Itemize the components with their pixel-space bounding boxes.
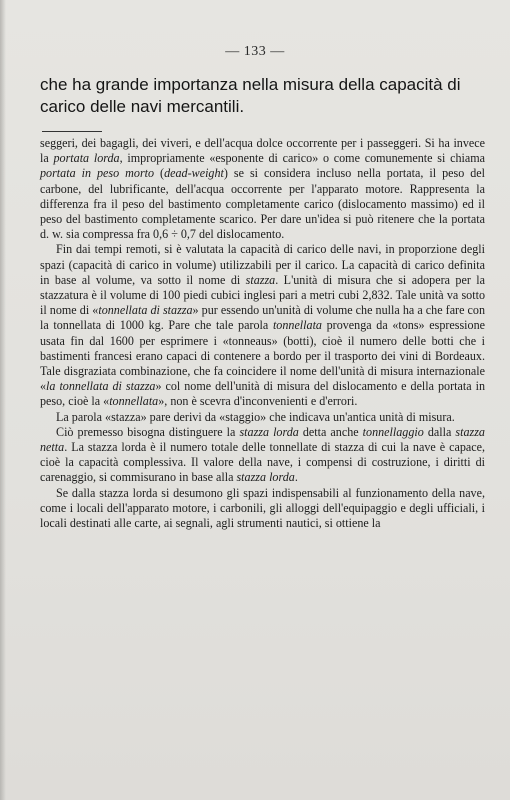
text-run: » col nome dell'unità di misura del dislocamento e della portata in peso, cioè la «: [40, 379, 485, 409]
text-run: Se dalla stazza lorda si desumono gli spazi indispensabili al funzionamento della nave, come i locali dell'apparato motore, i carbonili, gli alloggi dell'equipaggio e degli ufficiali, i locali destinati alle carte, ai segnali, agli strumenti nautici, si ottiene la: [40, 485, 485, 531]
italic-text: tonnellata: [109, 394, 159, 409]
text-run: seggeri, dei bagagli, dei viveri, e dell'acqua dolce occorrente per i passeggeri. Si ha invece la: [40, 136, 485, 166]
body-text: [40, 136, 485, 531]
text-run: La parola «stazza» pare derivi da «staggio» che indicava un'antica unità di misura.: [56, 409, 455, 424]
text-run: », non è scevra d'inconvenienti e d'errori.: [158, 394, 358, 409]
italic-text: stazza: [245, 272, 276, 287]
text-run: Ciò premesso bisogna distinguere la: [56, 424, 240, 439]
text-run: , impropriamente «esponente di carico» o come comunemente si chiama: [119, 151, 485, 166]
text-run: » pur essendo un'unità di volume che nulla ha a che fare con la tonnellata di 1000 kg. Pare che tale parola: [40, 303, 486, 333]
italic-text: stazza lorda: [239, 424, 299, 439]
italic-text: la tonnellata di stazza: [46, 379, 156, 394]
text-run: .: [294, 470, 298, 485]
italic-text: tonnellaggio: [362, 424, 424, 439]
italic-text: tonnellata di stazza: [98, 303, 193, 318]
paragraph: [40, 486, 485, 532]
italic-text: tonnellata: [272, 318, 322, 333]
paragraph: [40, 425, 485, 486]
text-run: . La stazza lorda è il numero totale delle tonnellate di stazza di cui la nave è capace, cioè la capacità complessiva. Il valore della nave, i compensi di costruzione, i diritti di carenaggio, si commisurano in base alla: [40, 440, 485, 485]
text-run: . L'unità di misura che si adopera per la stazzatura è il volume di 100 piedi cubici inglesi pari a metri cubi 2,832. Tale unità va sotto il nome di «: [40, 272, 485, 318]
italic-text: dead-weight: [164, 166, 224, 181]
italic-text: portata in peso morto: [40, 166, 155, 181]
page-binding-shadow: [0, 0, 6, 800]
italic-text: stazza lorda: [236, 470, 295, 485]
text-run: Fin dai tempi remoti, si è valutata la capacità di carico delle navi, in proporzione degli spazi (capacità di carico in volume) utilizzabili per il carico. La capacità di carico definita in base al volume, va sotto il nome di: [40, 242, 485, 287]
section-heading: che ha grande importanza nella misura della capacità di carico delle navi mercantili.: [40, 75, 461, 116]
italic-text: portata lorda: [53, 151, 120, 166]
page-number: — 133 —: [225, 44, 285, 59]
text-run: ) se si considera incluso nella portata, il peso del carbone, del lubrificante, dell'acqua occorrente per l'apparato motore. Rappresenta la differenza fra il peso del bastimento completamente carico (dislocamento massimo) ed il peso del bastimento completamente scarico. Per dare un'idea si può ritenere che la portata d. w. sia compressa fra 0,6 ÷ 0,7 del dislocamento.: [40, 166, 486, 242]
text-run: dalla: [423, 424, 456, 439]
italic-text: stazza netta: [40, 424, 485, 455]
text-run: (: [154, 166, 165, 181]
paragraph: [40, 136, 485, 242]
paragraph: [40, 242, 485, 409]
separator-rule: [42, 131, 102, 132]
paragraph: [40, 410, 485, 425]
text-run: detta anche: [298, 424, 363, 439]
text-run: provenga da «tons» espressione usata fin dal 1600 per esprimere i «tonneaus» (botti), cioè il numero delle botti che i bastimenti francesi erano capaci di contenere a bordo per il trasporto dei vini di Bordeaux. Tale disgraziata combinazione, che fa coincidere il nome dell'unità di misura internazionale «: [40, 318, 486, 394]
